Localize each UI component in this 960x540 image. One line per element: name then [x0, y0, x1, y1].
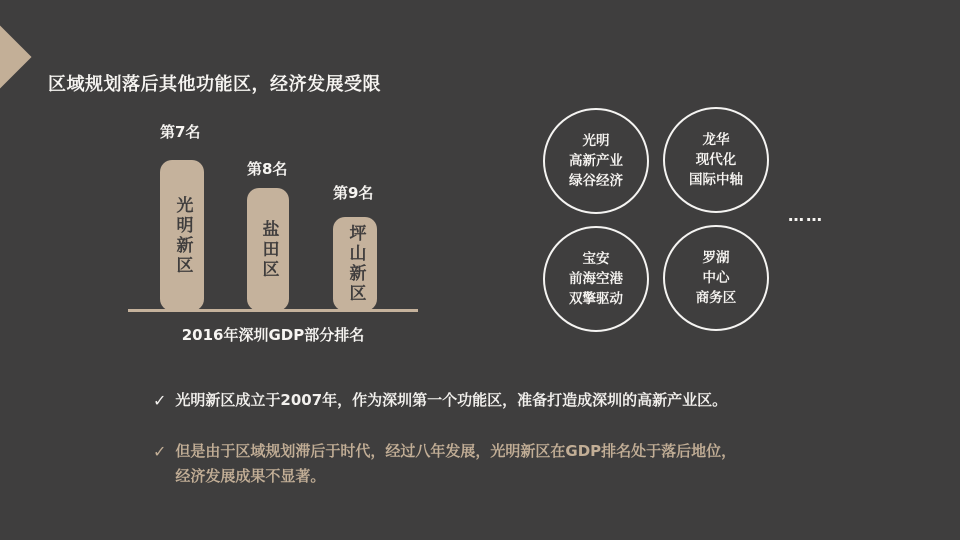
- chart-axis-baseline: [128, 309, 418, 312]
- chart-caption: 2016年深圳GDP部分排名: [181, 326, 365, 344]
- bar-yantian: [247, 188, 289, 311]
- bullet-note-2: [153, 439, 736, 489]
- bar-pingshan: [333, 217, 377, 311]
- circle-guangming: [543, 108, 649, 214]
- circle-luohu: [663, 225, 769, 331]
- circle-luohu-line3: 商务区: [695, 290, 737, 307]
- slide-title: 区域规划落后其他功能区，经济发展受限: [48, 74, 381, 95]
- checkmark-icon: ✓: [153, 391, 167, 410]
- circle-longhua: [663, 107, 769, 213]
- circle-longhua-line3: 国际中轴: [689, 172, 743, 189]
- bullet-note-2-text: [175, 439, 736, 489]
- bar-rank-label-3: 第9名: [333, 184, 374, 202]
- circle-longhua-line2: 现代化: [695, 151, 737, 168]
- circle-baoan: [543, 226, 649, 332]
- corner-diamond-decoration: [0, 24, 32, 89]
- circle-guangming-line1: 光明: [582, 132, 610, 149]
- bar-rank-label-1: 第7名: [160, 123, 201, 141]
- bar-guangming: [160, 160, 204, 311]
- bullet-2-line-1: 但是由于区域规划滞后于时代，经过八年发展，光明新区在GDP排名处于落后地位，: [175, 442, 737, 460]
- more-districts-ellipsis: ……: [788, 206, 824, 225]
- circle-luohu-line1: 罗湖: [702, 249, 730, 266]
- bar-guangming-label: 光明新区: [172, 195, 193, 276]
- bullet-note-1-text: [175, 388, 727, 413]
- circle-baoan-line1: 宝安: [582, 250, 610, 267]
- bullet-2-line-2: 经济发展成果不显著。: [175, 467, 326, 485]
- bullet-note-1: [153, 388, 727, 413]
- checkmark-icon: ✓: [153, 442, 167, 461]
- circle-guangming-line3: 绿谷经济: [569, 173, 623, 190]
- bar-pingshan-label: 坪山新区: [345, 224, 366, 304]
- circle-guangming-line2: 高新产业: [569, 152, 623, 169]
- circle-baoan-line2: 前海空港: [569, 270, 623, 287]
- circle-baoan-line3: 双擎驱动: [569, 291, 623, 308]
- bar-rank-label-2: 第8名: [247, 160, 288, 178]
- bar-yantian-label: 盐田区: [258, 219, 279, 280]
- bullet-1-line-1: 光明新区成立于2007年，作为深圳第一个功能区，准备打造成深圳的高新产业区。: [175, 391, 728, 409]
- circle-luohu-line2: 中心: [702, 269, 730, 286]
- circle-longhua-line1: 龙华: [702, 131, 730, 148]
